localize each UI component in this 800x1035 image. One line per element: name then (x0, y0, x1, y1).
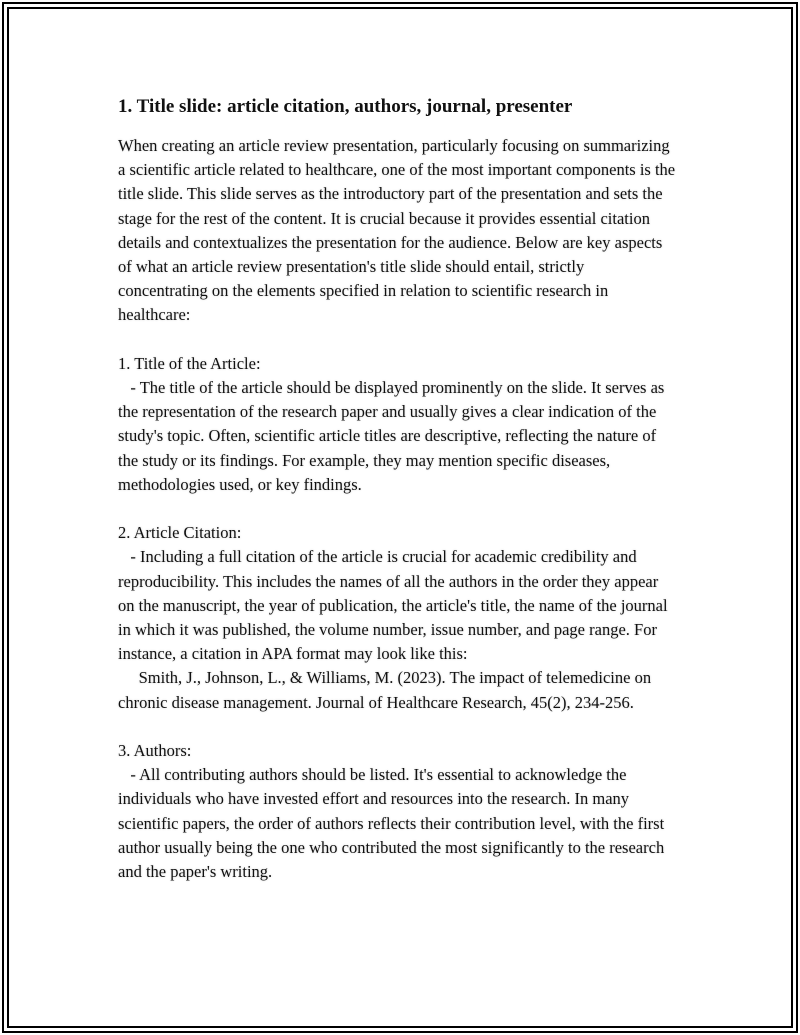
paragraph-gap (118, 715, 678, 739)
intro-paragraph: When creating an article review presentation, particularly focusing on summarizing a scientific article related to healthcare, one of the most important components is the title slide. This slide serves as the introductory part of the presentation and sets the stage for the rest of the content. It is crucial because it provides essential citation details and contextualizes the presentation for the audience. Below are key aspects of what an article review presentation's title slide should entail, strictly concentrating on the elements specified in relation to scientific research in healthcare: (118, 136, 680, 325)
paragraph-gap (118, 328, 678, 352)
section-authors (118, 739, 678, 884)
document-body (118, 94, 678, 884)
section-title-of-article (118, 352, 678, 497)
section-body: - Including a full citation of the article is crucial for academic credibility and reproducibility. This includes the names of all the authors in the order they appear on the manuscript, the year of publication, the article's title, the name of the journal in which it was published, the volume number, issue number, and page range. For instance, a citation in APA format may look like this: Smith, J., Johnson, L., & Williams, M. (2023). The impact of telemedicine on chronic disease management. Journal of Healthcare Research, 45(2), 234-256. (118, 547, 668, 712)
section-title: 2. Article Citation: (118, 523, 242, 543)
section-body: - The title of the article should be displayed prominently on the slide. It serves as the representation of the research paper and usually gives a clear indication of the study's topic. Often, scientific article titles are descriptive, reflecting the nature of the study or its findings. For example, they may mention specific diseases, methodologies used, or key findings. (118, 378, 669, 494)
section-body: - All contributing authors should be listed. It's essential to acknowledge the individuals who have invested effort and resources into the research. In many scientific papers, the order of authors reflects their contribution level, with the first author usually being the one who contributed the most significantly to the research and the paper's writing. (118, 765, 669, 882)
section-title: 1. Title of the Article: (118, 353, 261, 373)
section-heading: 1. Title slide: article citation, authors, journal, presenter (118, 96, 573, 117)
paragraph-gap (118, 497, 678, 521)
section-article-citation (118, 521, 678, 715)
section-title: 3. Authors: (118, 741, 192, 761)
